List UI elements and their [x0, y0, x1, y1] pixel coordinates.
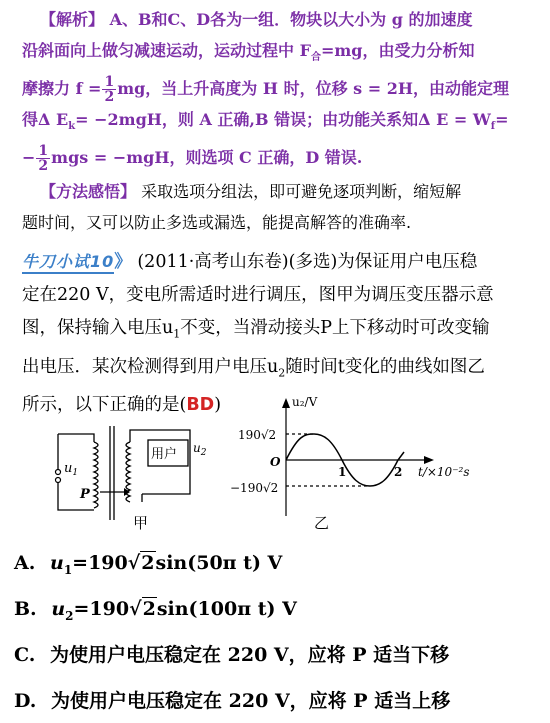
analysis-line-3: 摩擦力 f = $\frac{1}{2}$ mg，当上升高度为 H 时，位移 s = 2H，由动能定理 [22, 74, 509, 106]
figure-b-caption: 乙 [314, 514, 330, 532]
y-pos-label: 190√2 [238, 428, 277, 442]
analysis-tag: 【解析】 [40, 10, 105, 29]
option-c: C. 为使用户电压稳定在 220 V，应将 P 适当下移 [14, 644, 450, 666]
chevron-icon: 》 [114, 252, 132, 272]
y-neg-label: −190√2 [230, 481, 279, 495]
tick-1: 1 [338, 465, 347, 479]
sqrt-symbol: √ [127, 552, 141, 574]
problem-line-3: 图，保持输入电压$u_1$不变，当滑动接头P上下移动时可改变输 [22, 318, 490, 341]
user-label: 用户 [151, 447, 178, 462]
method-line-1: 【方法感悟】 采取选项分组法，即可避免逐项判断，缩短解 [40, 182, 462, 201]
option-a: A. $u_1=190√2\sin(50\pi$ t) V [14, 552, 283, 577]
fraction-half-2: $\frac{1}{2}$ [38, 143, 49, 175]
problem-line-1: 牛刀小试10》 (2011·高考山东卷)(多选)为保证用户电压稳 [22, 252, 478, 272]
problem-line-4: 出电压．某次检测得到用户电压$u_2$随时间t变化的曲线如图乙 [22, 356, 485, 379]
option-d: D. 为使用户电压稳定在 220 V，应将 P 适当上移 [14, 690, 451, 712]
terminal-top [56, 470, 61, 475]
tick-2: 2 [394, 465, 403, 479]
analysis-line-4: 得Δ $E_k= -2mgH$，则 A 正确,B 错误；由功能关系知Δ $E = W_f=$ [22, 110, 509, 133]
y-axis-label: u₂/V [292, 395, 318, 409]
figure-a-caption: 甲 [133, 514, 149, 532]
answer-label: BD [186, 395, 215, 415]
x-axis-label: t/×10⁻²s [418, 465, 470, 479]
problem-line-2: 定在220 V，变电所需适时进行调压，图甲为调压变压器示意 [22, 285, 494, 305]
method-line-2: 题时间，又可以防止多选或漏选，能提高解答的准确率. [22, 213, 412, 232]
method-block [22, 176, 536, 238]
sqrt-symbol: √ [129, 598, 142, 620]
origin-label: O [270, 455, 281, 469]
option-b: B. $u_2=190√2\sin(100\pi$ t) V [14, 598, 297, 623]
trial-label: 牛刀小试10 [22, 252, 114, 274]
terminal-bottom [56, 478, 61, 483]
analysis-block [22, 4, 536, 173]
svg-text:u2: $u_2$ [193, 441, 207, 458]
svg-text:u1: $u_1$ [64, 461, 79, 478]
fraction-half: $\frac{1}{2}$ [104, 74, 115, 106]
figure-sine-graph [228, 394, 518, 524]
analysis-line-2: 沿斜面向上做匀减速运动，运动过程中 $F_合=mg$，由受力分析知 [22, 41, 475, 64]
analysis-line-5: − $\frac{1}{2}$ mgs = −mgH，则选项 C 正确，D 错误. [22, 143, 363, 175]
problem-line-5: 所示，以下正确的是(BD) [22, 395, 222, 415]
analysis-line-1: 【解析】 A、B和C、D各为一组．物块以大小为 g 的加速度 [40, 10, 473, 29]
slider-p-label: P [80, 487, 90, 502]
method-tag: 【方法感悟】 [40, 182, 137, 201]
